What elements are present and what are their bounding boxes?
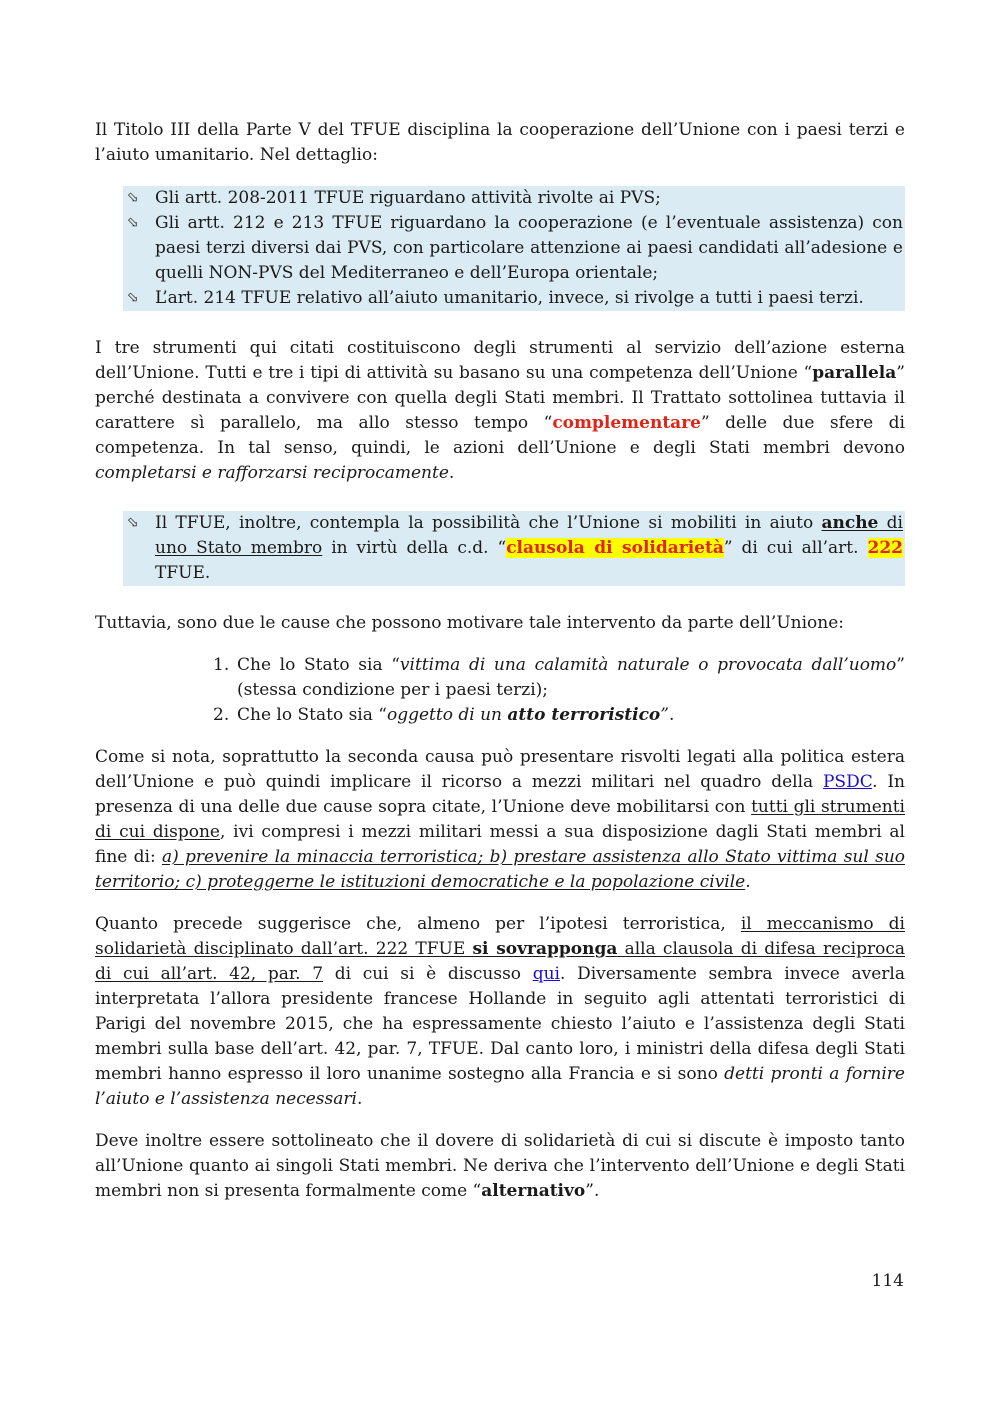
solidarity-box [123,511,905,586]
bold-term: anche [821,513,879,533]
paragraph-competence [95,336,905,486]
italic-quote: ” [660,705,669,725]
arrow-bullet-icon: ⬂ [127,215,139,231]
text-span: Il TFUE, inoltre, contempla la possibilità che l’Unione si mobiliti in aiuto [155,513,822,533]
text-span: . [448,463,455,483]
text-span: ” (stessa condizione per i paesi terzi); [237,655,905,700]
text-span: Che lo Stato sia “ [237,655,400,675]
list-number: 1. [213,655,230,675]
text-span: Che lo Stato sia “ [237,705,387,725]
text-span: ”. [585,1181,600,1201]
text-span: ” perché destinata a convivere con quella degli Stati membri. Il Trattato sottolinea tuttavia il carattere sì parallelo, ma allo stesso tempo “ [95,363,905,433]
text-span: alla clausola di difesa reciproca di cui all’art. 42, par. 7 [95,939,905,984]
text-span: . [668,705,675,725]
text-span: . Diversamente sembra invece averla interpretata l’allora presidente francese Hollande in seguito agli attentati terroristici di Parigi del novembre 2015, che ha espressamente chiesto l’aiuto e l’assistenza degli Stati membri sulla base dell’art. 42, par. 7, TFUE. Dal canto loro, i ministri della difesa degli Stati membri hanno espresso il loro unanime sostegno alla Francia e si sono [95,964,906,1084]
list-item-text [237,653,905,703]
text-span: Deve inoltre essere sottolineato che il dovere di solidarietà di cui si discute è imposto tanto all’Unione quanto ai singoli Stati membri. Ne deriva che l’intervento dell’Unione e degli Stati membri non si presenta formalmente come “ [95,1131,905,1201]
list-item [213,703,905,728]
text-span: TFUE. [155,563,211,583]
text-span: I tre strumenti qui citati costituiscono degli strumenti al servizio dell’azione esterna dell’Unione. Tutti e tre i tipi di attività su basano su una competenza dell’Unione “ [95,338,905,383]
text-span: . [745,872,751,892]
italic-phrase: vittima di una calamità naturale o provocata dall’uomo [399,655,897,675]
list-item-text: Gli artt. 208-2011 TFUE riguardano attività rivolte ai PVS; [155,188,661,208]
text-span: di cui si è discusso [323,964,533,984]
arrow-bullet-icon: ⬂ [127,190,139,206]
text-span: di uno Stato membro [155,513,903,558]
list-item-text: L’art. 214 TFUE relativo all’aiuto umanitario, invece, si rivolge a tutti i paesi terzi. [155,288,864,308]
text-span: , ivi compresi i mezzi militari messi a sua disposizione dagli Stati membri al fine di: [95,822,905,867]
italic-phrase: completarsi e rafforzarsi reciprocamente [95,463,449,483]
paragraph-mechanism [95,912,905,1112]
bold-term: parallela [812,363,897,383]
list-item-text: Gli artt. 212 e 213 TFUE riguardano la cooperazione (e l’eventuale assistenza) con paesi terzi diversi dai PVS, con particolare attenzione ai paesi candidati all’adesione e quelli NON-PVS del Mediterraneo e dell’Europa orientale; [155,213,903,283]
paragraph-causes: Tuttavia, sono due le cause che possono motivare tale intervento da parte dell’Unione: [95,613,845,633]
italic-phrase: oggetto di un [386,705,508,725]
psdc-link[interactable]: PSDC [822,772,873,792]
page-content [95,118,905,1204]
red-term: complementare [552,413,701,433]
list-item [123,211,905,286]
bold-term: alternativo [481,1181,586,1201]
bullet-list-box [123,186,905,311]
bold-italic-term: atto terroristico [507,705,661,725]
list-item [123,286,905,311]
list-number: 2. [213,705,230,725]
text-span: ” delle due sfere di competenza. In tal senso, quindi, le azioni dell’Unione e degli Stati membri devono [95,413,905,458]
list-item-text [155,511,905,586]
list-item [123,186,905,211]
highlighted-article: 222 [867,538,903,558]
arrow-bullet-icon: ⬂ [127,515,139,531]
arrow-bullet-icon: ⬂ [127,290,139,306]
text-span: il meccanismo di solidarietà disciplinato dall’art. 222 TFUE [95,914,905,959]
bold-term: si sovrapponga [472,939,618,959]
qui-link[interactable]: qui [532,964,560,984]
text-span: . In presenza di una delle due cause sopra citate, l’Unione deve mobilitarsi con [95,772,905,817]
text-span: ” di cui all’art. [723,538,868,558]
numbered-list [213,653,905,728]
underlined-italic-phrase: a) prevenire la minaccia terroristica; b) prestare assistenza allo Stato vittima sul suo territorio; c) proteggerne le istituzioni democratiche e la popolazione civile [95,847,905,892]
italic-phrase: detti pronti a fornire l’aiuto e l’assistenza necessari [95,1064,905,1109]
paragraph-duty [95,1129,905,1204]
intro-paragraph: Il Titolo III della Parte V del TFUE disciplina la cooperazione dell’Unione con i paesi terzi e l’aiuto umanitario. Nel dettaglio: [95,120,905,165]
list-item [213,653,905,703]
list-item [123,511,905,586]
page-number: 114 [871,1271,904,1291]
text-span: Quanto precede suggerisce che, almeno per l’ipotesi terroristica, [95,914,741,934]
paragraph-psdc [95,745,905,895]
text-span: . [356,1089,363,1109]
highlighted-term: clausola di solidarietà [506,538,724,558]
text-span: in virtù della c.d. “ [322,538,507,558]
list-item-text [237,703,905,728]
underlined-phrase: tutti gli strumenti di cui dispone [95,797,905,842]
text-span: Come si nota, soprattutto la seconda causa può presentare risvolti legati alla politica estera dell’Unione e può quindi implicare il ricorso a mezzi militari nel quadro della [95,747,905,792]
